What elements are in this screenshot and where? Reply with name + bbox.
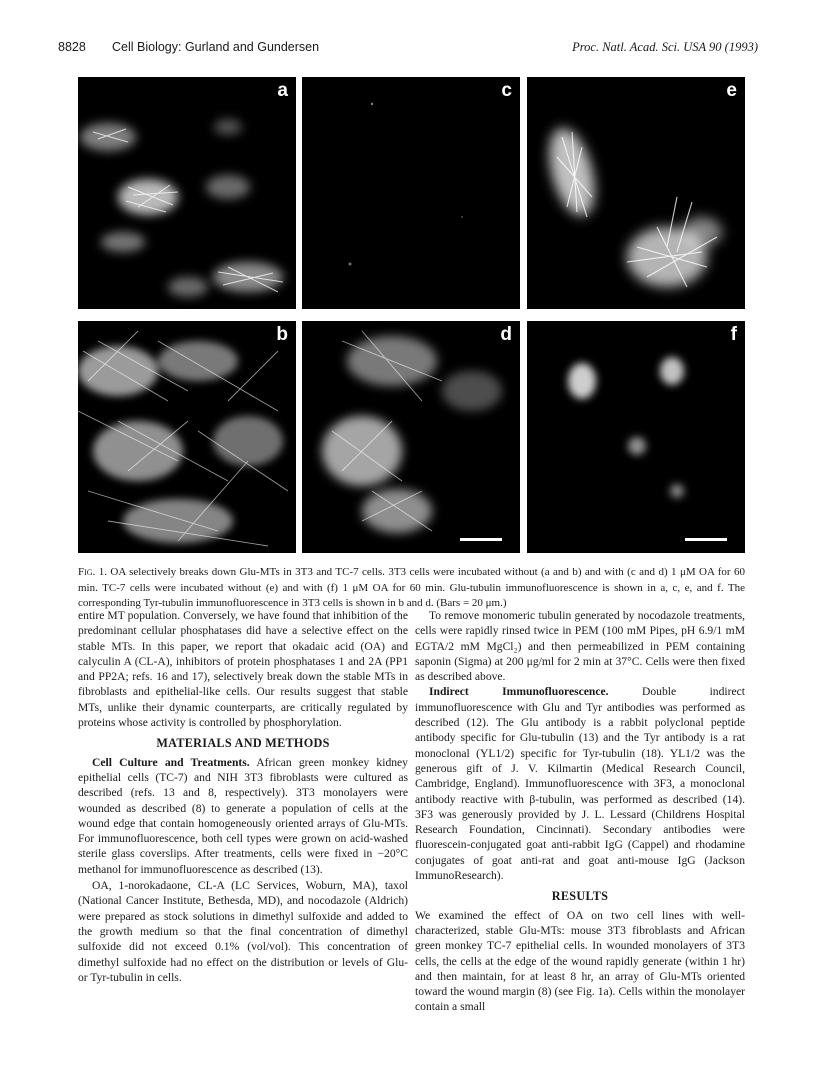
micrograph-image-a [78,77,296,309]
micrograph-panel-d [302,321,520,553]
intro-paragraph: entire MT population. Conversely, we have found that inhibition of the predominant cellular phosphatases did have a selective effect on the stable MTs. In this paper, we report that okadaic acid (OA) and calyculin A (CL-A), inhibitors of protein phosphatases 1 and 2A (PP1 and PP2A; refs. 16 and 17), selectively break down the stable MTs in fibroblasts and epithelial-like cells. Our results suggest that stable MTs, unlike their dynamic counterparts, are critically regulated by proteins whose activity is controlled by phosphorylation. [78,609,408,730]
micrograph-panel-b [78,321,296,553]
journal-citation: Proc. Natl. Acad. Sci. USA 90 (1993) [572,40,758,54]
micrograph-image-d [302,321,520,553]
immunofluorescence-text: Double indirect immunofluorescence with Glu and Tyr antibodies was performed as described (12). The Glu antibody is a rabbit polyclonal peptide antibody specific for Glu-tubulin (13) and the Tyr antibody is a rat monoclonal (YL1/2) specific for Tyr-tubulin (18). YL1/2 was the generous gift of J. V. Kilmartin (Medical Research Council, Cambridge, England). Immunofluorescence with 3F3, a monoclonal antibody reactive with β-tubulin, was performed as described (14). 3F3 was generously provided by J. L. Lessard (Childrens Hospital Research Foundation, Cincinnati). Secondary antibodies were fluorescein-conjugated goat anti-rabbit IgG (Cappel) and rhodamine conjugates of goat anti-rat and goat anti-mouse IgG (Jackson ImmunoResearch). [415,685,745,883]
materials-methods-heading: MATERIALS AND METHODS [156,736,330,751]
micrograph-image-c [302,77,520,309]
panel-letter-a: a [277,80,288,101]
micrograph-image-b [78,321,296,553]
micrograph-panel-a [78,77,296,309]
panel-letter-c: c [501,80,512,101]
micrograph-panel-f [527,321,745,553]
immunofluorescence-paragraph [415,684,745,883]
panel-letter-f: f [730,324,737,345]
page-number: 8828 [58,40,86,54]
micrograph-panel-c [302,77,520,309]
figure-caption [78,565,745,612]
panel-letter-d: d [500,324,512,345]
oa-preparation-paragraph: OA, 1-norokadaone, CL-A (LC Services, Woburn, MA), taxol (National Cancer Institute, Bethesda, MD), and nocodazole (Aldrich) were prepared as stock solutions in dimethyl sulfoxide and added to the growth medium so that the final concentration of dimethyl sulfoxide did not exceed 0.1% (vol/vol). This concentration of dimethyl sulfoxide had no effect on the distribution or levels of Glu- or Tyr-tubulin in cells. [78,879,408,984]
results-heading: RESULTS [551,889,609,904]
cell-culture-runin: Cell Culture and Treatments. [92,755,250,769]
figure-1 [78,77,745,553]
scale-bar [460,538,502,541]
panel-letter-b: b [276,324,288,345]
caption-label: Fig. 1. [78,566,107,578]
section-author-line: Cell Biology: Gurland and Gundersen [112,40,320,54]
nocodazole-paragraph: To remove monomeric tubulin generated by nocodazole treatments, cells were rapidly rinsed twice in PEM (100 mM Pipes, pH 6.9/1 mM EGTA/2 mM MgCl₂) and then permeabilized in PEM containing saponin (Sigma) at 200 μg/ml for 2 min at 37°C. Cells were then fixed as described above. [415,609,745,684]
results-paragraph: We examined the effect of OA on two cell lines with well-characterized, stable Glu-MTs: mouse 3T3 fibroblasts and African green monkey TC-7 epithelial cells. In wounded monolayers of 3T3 cells, the cells at the edge of the wound rapidly generate (within 1 hr) and then maintain, for at least 8 hr, an array of Glu-MTs oriented toward the wound margin (8) (see Fig. 1a). Cells within the monolayer contain a small [415,908,745,1014]
caption-text: OA selectively breaks down Glu-MTs in 3T3 and TC-7 cells. 3T3 cells were incubated without (a and b) and with (c and d) 1 μM OA for 60 min. TC-7 cells were incubated without (e) and with (f) 1 μM OA for 60 min. Glu-tubulin immunofluorescence is shown in a, c, e, and f. The corresponding Tyr-tubulin immunofluorescence in 3T3 cells is shown in b and d. (Bars = 20 μm.) [78,566,745,609]
panel-letter-e: e [726,80,737,101]
running-header [58,40,758,58]
cell-culture-paragraph [78,755,408,877]
micrograph-panel-e [527,77,745,309]
right-column [415,608,745,1015]
left-column [78,608,408,985]
micrograph-image-f [527,321,745,553]
micrograph-image-e [527,77,745,309]
cell-culture-text: African green monkey kidney epithelial cells (TC-7) and NIH 3T3 fibroblasts were cultured as described (refs. 13 and 8, respectively). 3T3 monolayers were wounded as described (8) to generate a population of cells at the wound edge that contain homogeneously oriented arrays of Glu-MTs. For immunofluorescence, both cell types were grown on acid-washed sterile glass coverslips. After treatments, cells were fixed in −20°C methanol for immunofluorescence as described (13). [78,755,408,876]
scale-bar [685,538,727,541]
immunofluorescence-runin: Indirect Immunofluorescence. [429,685,609,699]
